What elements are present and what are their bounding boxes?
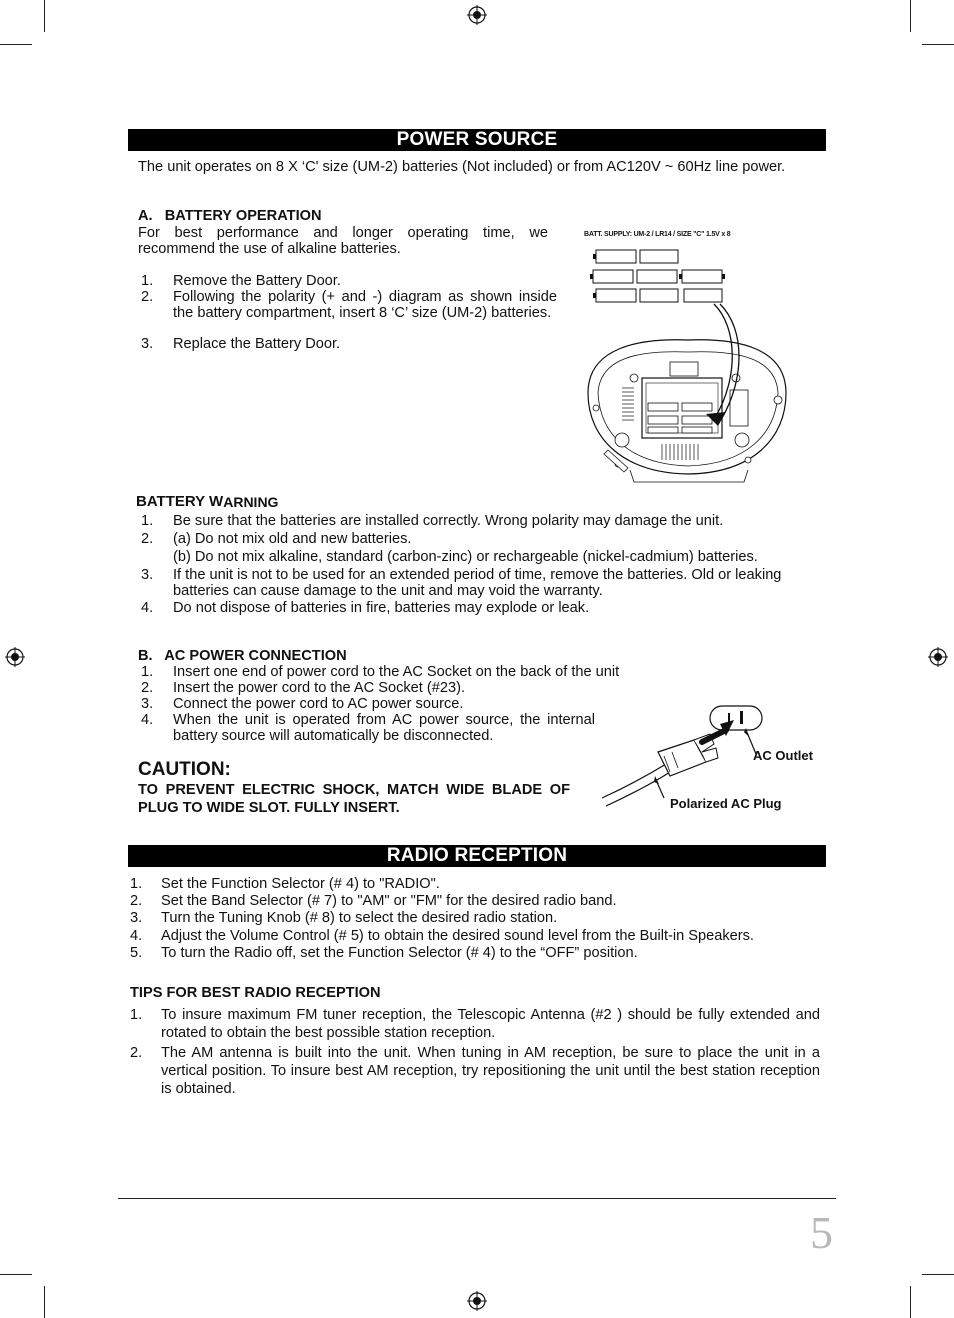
- list-number: 4.: [141, 712, 154, 728]
- list-number: 2.: [130, 893, 143, 909]
- list-text: If the unit is not to be used for an extended period of time, remove the batteries. Old or leaking batteries can cause damage to the unit and may void the warranty.: [173, 567, 782, 599]
- battery-operation-text: For best performance and longer operating time, we recommend the use of alkaline batteries.: [138, 225, 548, 257]
- caution-title: CAUTION:: [138, 759, 231, 780]
- battery-warning-heading-a: BATTERY W: [136, 493, 224, 510]
- crop-mark: [44, 0, 45, 32]
- list-text: The AM antenna is built into the unit. When tuning in AM reception, be sure to place the unit in a vertical position. To insure best AM reception, try repositioning the unit until the best station reception is obtained.: [161, 1045, 820, 1097]
- crop-mark: [0, 1274, 32, 1275]
- list-number: 2.: [130, 1045, 143, 1061]
- power-source-intro: The unit operates on 8 X ‘C' size (UM-2) batteries (Not included) or from AC120V ~ 60Hz line power.: [138, 159, 786, 175]
- list-number: 3.: [130, 910, 143, 926]
- battery-supply-label: BATT. SUPPLY: UM-2 / LR14 / SIZE "C" 1.5V x 8: [584, 231, 731, 238]
- list-text: Following the polarity (+ and -) diagram as shown inside the battery compartment, insert 8 ‘C’ size (UM-2) batteries.: [173, 289, 557, 321]
- list-text: Remove the Battery Door.: [173, 273, 341, 289]
- battery-diagram: [578, 228, 798, 490]
- list-number: 1.: [130, 876, 143, 892]
- ac-outlet-label: AC Outlet: [753, 748, 813, 763]
- footer-rule: [118, 1198, 836, 1199]
- crop-mark: [0, 44, 32, 45]
- list-text: Do not dispose of batteries in fire, batteries may explode or leak.: [173, 600, 590, 616]
- registration-mark-icon: [928, 647, 948, 667]
- crop-mark: [922, 1274, 954, 1275]
- list-text: To insure maximum FM tuner reception, the Telescopic Antenna (#2 ) should be fully extended and rotated to obtain the best possible station reception.: [161, 1007, 820, 1041]
- power-source-heading: POWER SOURCE: [128, 129, 826, 151]
- list-text: Be sure that the batteries are installed correctly. Wrong polarity may damage the unit.: [173, 513, 724, 529]
- list-text: (b) Do not mix alkaline, standard (carbon-zinc) or rechargeable (nickel-cadmium) batteries.: [173, 549, 758, 565]
- page-number: 5: [810, 1207, 833, 1258]
- battery-warning-heading-b: ARNING: [223, 494, 279, 510]
- list-number: 2.: [141, 680, 154, 696]
- battery-warning-heading: [136, 493, 278, 511]
- list-number: 2.: [141, 289, 154, 305]
- list-text: (a) Do not mix old and new batteries.: [173, 531, 412, 547]
- crop-mark: [44, 1286, 45, 1318]
- list-text: Set the Function Selector (# 4) to "RADIO".: [161, 876, 440, 892]
- radio-back-drawing: [578, 228, 798, 490]
- list-number: 1.: [141, 664, 154, 680]
- list-text: Set the Band Selector (# 7) to "AM" or "FM" for the desired radio band.: [161, 893, 617, 909]
- list-text: To turn the Radio off, set the Function Selector (# 4) to the “OFF” position.: [161, 945, 638, 961]
- crop-mark: [910, 1286, 911, 1318]
- registration-mark-icon: [5, 647, 25, 667]
- list-number: 5.: [130, 945, 143, 961]
- registration-mark-icon: [467, 1291, 487, 1311]
- list-number: 1.: [141, 513, 154, 529]
- polarized-plug-label: Polarized AC Plug: [670, 796, 782, 811]
- list-number: 3.: [141, 336, 154, 352]
- list-text: Connect the power cord to AC power source.: [173, 696, 464, 712]
- ac-power-heading: B. AC POWER CONNECTION: [138, 648, 347, 664]
- list-number: 1.: [130, 1007, 143, 1023]
- list-number: 2.: [141, 531, 154, 547]
- list-number: 3.: [141, 696, 154, 712]
- tips-heading: TIPS FOR BEST RADIO RECEPTION: [130, 985, 381, 1001]
- list-text: Insert the power cord to the AC Socket (#23).: [173, 680, 466, 696]
- list-text: Replace the Battery Door.: [173, 336, 341, 352]
- list-number: 1.: [141, 273, 154, 289]
- radio-reception-heading: RADIO RECEPTION: [128, 845, 826, 867]
- registration-mark-icon: [467, 5, 487, 25]
- list-text: Adjust the Volume Control (# 5) to obtain the desired sound level from the Built-in Speakers.: [161, 928, 754, 944]
- list-text: Insert one end of power cord to the AC Socket on the back of the unit: [173, 664, 620, 680]
- list-number: 4.: [130, 928, 143, 944]
- list-text: Turn the Tuning Knob (# 8) to select the desired radio station.: [161, 910, 558, 926]
- list-number: 3.: [141, 567, 154, 583]
- battery-operation-heading: A. BATTERY OPERATION: [138, 208, 322, 224]
- list-text: When the unit is operated from AC power source, the internal battery source will automatically be disconnected.: [173, 712, 595, 744]
- crop-mark: [922, 44, 954, 45]
- crop-mark: [910, 0, 911, 32]
- list-number: 4.: [141, 600, 154, 616]
- caution-text: TO PREVENT ELECTRIC SHOCK, MATCH WIDE BLADE OF PLUG TO WIDE SLOT. FULLY INSERT.: [138, 782, 570, 816]
